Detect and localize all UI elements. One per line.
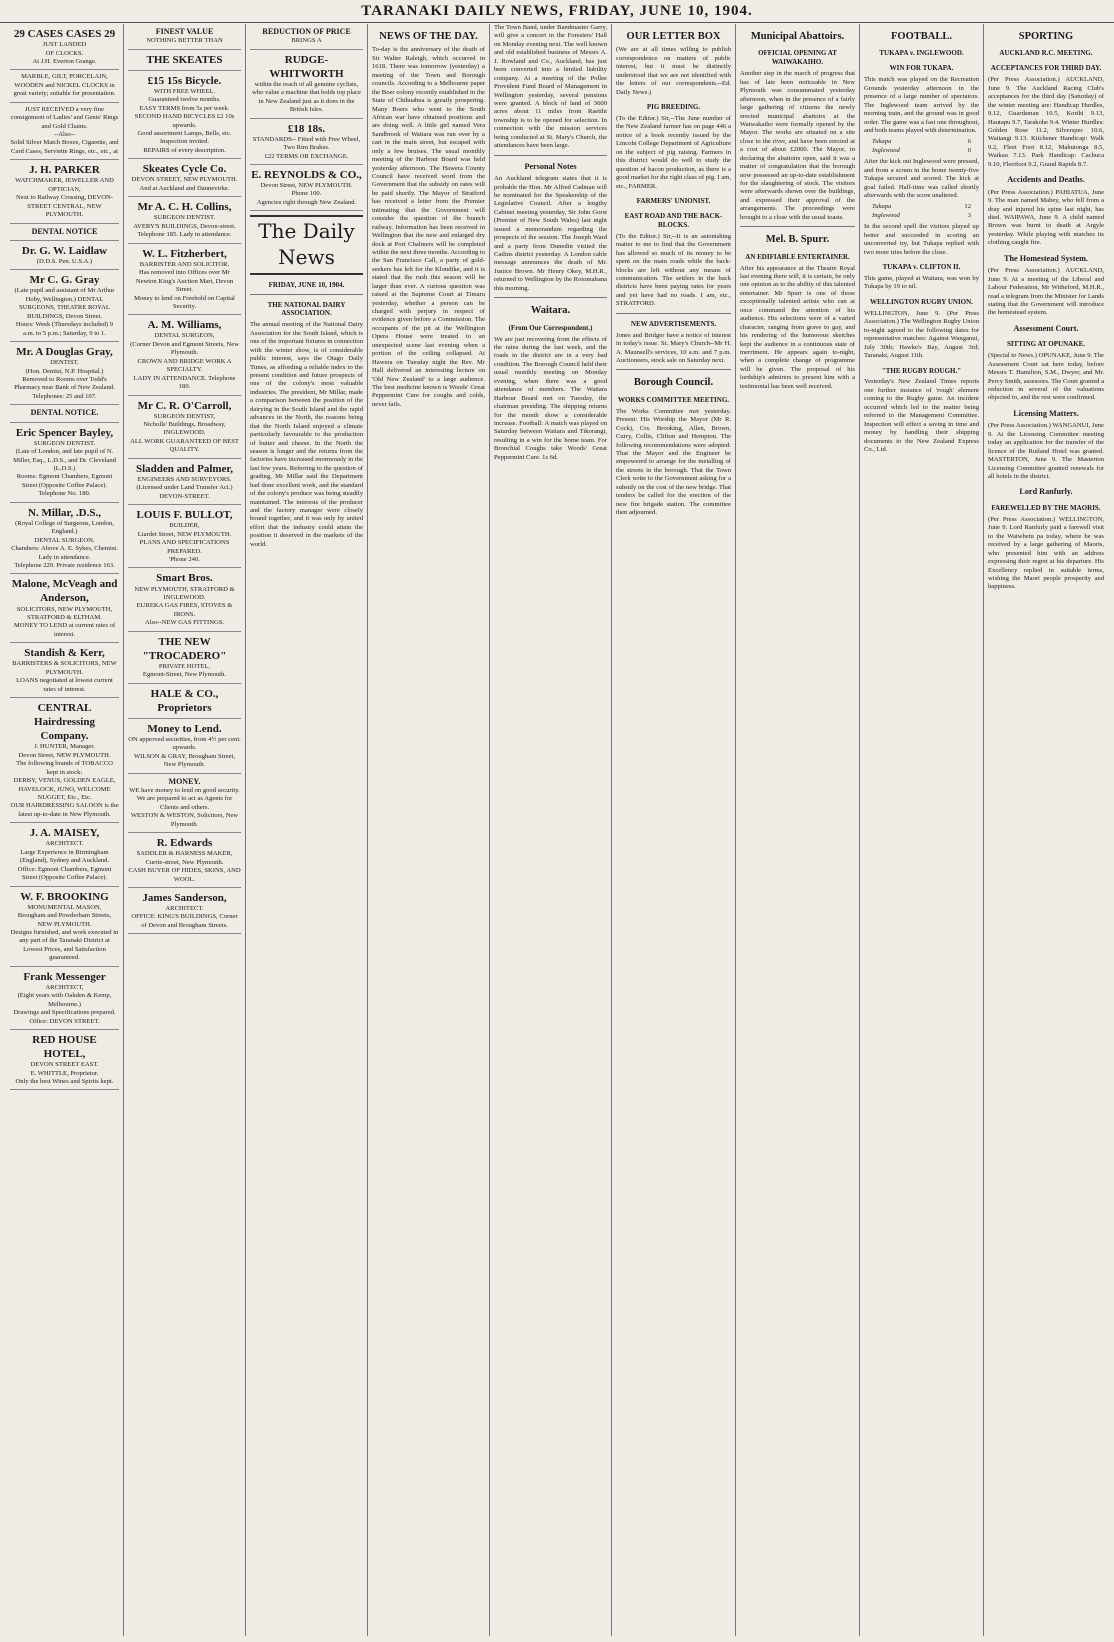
ad-line: EASY TERMS from 5s per week.	[139, 104, 230, 112]
ad-line: (Royal College of Surgeons, London, England.)	[15, 519, 114, 536]
ad-line: Office: Egmont Chambers, Egmont Street (Opposite Coffee Palace).	[17, 865, 112, 882]
advertisement	[128, 719, 241, 774]
ad-line: Phone 100.	[291, 190, 322, 198]
column-3	[246, 24, 368, 1636]
ad-line: At J.H. Everton Grange.	[32, 57, 97, 65]
homestead-heading: The Homestead System.	[1004, 253, 1088, 263]
ad-line: BRINGS A	[291, 37, 322, 45]
column-2-ads	[124, 24, 246, 1636]
ad-line: within the reach of all genuine cyclists, who value a machine that holds top place in New Zealand just as it does in the British Isles.	[252, 80, 361, 114]
ad-title: Money to Lend.	[147, 722, 222, 735]
ad-line: SECOND HAND BICYCLES £2 10s upwards.	[134, 113, 235, 129]
team-name: Inglewood	[872, 211, 900, 219]
ad-line: Only the best Wines and Spirits kept.	[15, 1078, 114, 1085]
ad-line: ENGINEERS AND SURVEYORS.	[137, 475, 232, 483]
spurr-subheading: AN EDIFIABLE ENTERTAINER.	[745, 252, 850, 261]
ad-line: ALL WORK GUARANTEED OF BEST QUALITY.	[130, 437, 239, 454]
letter2-body: (To the Editor.) Sir,--It is an astonishing matter to me to find that the Government has allowed so much of its money to be spent on the main roads while the back-blocks are left without any means of communication. The settlers in the back districts have been paying rates for years and yet have had no roads. I am, etc., STRATFORD.	[616, 232, 731, 308]
ad-title: £18 18s.	[287, 122, 326, 135]
ad-line: Telephone 185. Lady in attendance.	[137, 231, 232, 239]
advertisement	[128, 632, 241, 684]
score-table-1	[864, 138, 979, 155]
ad-line: Devon Street, NEW PLYMOUTH.	[18, 751, 111, 759]
football-subheading-2: WIN FOR TUKAPA.	[889, 64, 954, 73]
ad-line: MONUMENTAL MASON,	[27, 903, 102, 911]
assessment-body: (Special to News.) OPUNAKE, June 9. The Assessment Court sat here today, before Messrs T. Hamilton, S.M., Dwyer, and Mr. Percy Smith, assessors. The Court granted a reduction in several of the valuations objected to, and the rest were confirmed.	[988, 352, 1104, 402]
ad-title: THE SKEATES	[146, 53, 223, 66]
abattoirs-heading: Municipal Abattoirs.	[750, 31, 845, 42]
ad-line: NOTHING BETTER THAN	[146, 37, 223, 45]
ad-line: Telephones: 25 and 107.	[32, 392, 97, 400]
divider	[494, 155, 607, 156]
abattoirs-subheading: OFFICIAL OPENING AT WAIWAKAIHO.	[758, 49, 837, 67]
ad-line: Solid Silver Match Boxes, Cigarette, and Card Cases, Serviette Rings, etc., etc., at	[10, 139, 119, 155]
advertisement	[128, 684, 241, 719]
ad-line: DEVON-STREET.	[159, 492, 210, 500]
ad-heading: REDUCTION OF PRICE	[262, 27, 351, 36]
ad-line: OUR HAIRDRESSING SALOON is the latest up-to-date in New Plymouth.	[10, 802, 119, 818]
ad-title: Mr. A Douglas Gray,	[16, 346, 113, 359]
ad-title: Malone, McVeagh and Anderson,	[11, 578, 118, 605]
ad-line: And at Auckland and Dannevirke.	[139, 184, 230, 192]
ad-line: £22 TERMS OR EXCHANGE.	[264, 152, 349, 160]
ad-line: Removed to Rooms over Todd's Pharmacy near Bank of New Zealand.	[14, 376, 115, 392]
spurr-heading: Mel. B. Spurr.	[765, 234, 830, 246]
ad-title: Eric Spencer Bayley,	[15, 426, 114, 439]
advertisement	[10, 887, 119, 967]
ad-title: LOUIS F. BULLOT,	[136, 509, 233, 522]
ad-title: THE NEW "TROCADERO"	[142, 635, 227, 662]
ad-line: E. WHITTLE, Proprietor.	[30, 1069, 99, 1077]
score-row	[864, 147, 979, 155]
waitara-subheading: (From Our Correspondent.)	[508, 323, 593, 332]
ad-line: BARRISTER AND SOLICITOR.	[139, 260, 230, 268]
ad-title: J. H. PARKER	[29, 164, 100, 177]
ad-line: AVERY'S BUILDINGS, Devon-street.	[133, 222, 236, 230]
advertisement	[128, 197, 241, 243]
borough-council-subheading: WORKS COMMITTEE MEETING.	[617, 395, 730, 404]
ad-line: Telephone No. 180.	[38, 490, 91, 498]
column-6-letters	[612, 24, 736, 1636]
wellington-heading: WELLINGTON RUGBY UNION.	[870, 297, 973, 306]
ad-title: RUDGE-WHITWORTH	[269, 53, 344, 80]
divider	[250, 294, 363, 295]
ad-title: James Sanderson,	[142, 891, 227, 904]
ad-line: WESTON & WESTON, Solicitors, New Plymouth.	[130, 812, 239, 828]
ad-line: SOLICITORS, NEW PLYMOUTH, STRATFORD & ELTHAM.	[16, 605, 113, 621]
ad-title: Mr A. C. H. Collins,	[137, 201, 232, 214]
ad-line: (Corner Devon and Egmont Streets, New Plymouth.	[130, 340, 239, 357]
ad-line: EUREKA GAS FIRES, STOVES & IRONS.	[136, 602, 233, 618]
sporting-heading: SPORTING	[1018, 31, 1074, 42]
abattoirs-body: Another step in the march of progress that has of late been noticeable in New Plymouth was consummated yesterday afternoon, when in the presence of a fairly large gathering of citizens the newly erected municipal abattoirs at the Waiwakaiho were formally opened by the Mayor. The works are situated on a site close to the river, and have been erected at a cost of about £2000. The Mayor, in declaring the abattoirs open, said it was a matter of congratulation that the borough now possessed an up-to-date establishment for the slaughtering of stock. The visitors were afterwards shown over the buildings, and expressed their approval of the arrangements. The proceedings were brought to a close with the usual toasts.	[740, 70, 855, 221]
team-name: Tukapa	[872, 138, 892, 146]
paper-title: The Daily News	[250, 215, 363, 274]
ad-title: HALE & CO., Proprietors	[150, 687, 219, 714]
divider	[494, 297, 607, 298]
ad-line: J. HUNTER, Manager.	[34, 743, 95, 751]
ad-line: WATCHMAKER, JEWELLER AND OPTICIAN,	[15, 177, 114, 193]
ad-line: JUST RECEIVED a very fine consignment of Ladies' and Gents' Rings and Gold Chains.	[10, 105, 119, 130]
score-row	[864, 138, 979, 146]
borough-council-heading: Borough Council.	[633, 377, 714, 389]
ad-line: SADDLER & HARNESS MAKER, Currie-street, New Plymouth.	[136, 850, 233, 866]
ad-title: Skeates Cycle Co.	[142, 163, 227, 176]
advertisement	[10, 70, 119, 102]
football-body-2: After the kick out Inglewood were pressed, and from a scrum in the home twenty-five Tukapa secured and scored. The kick at goal failed. Half-time was called shortly afterwards with the score unaltered.	[864, 158, 979, 200]
ad-line: Rooms: Egmont Chambers, Egmont Street (Opposite Coffee Palace).	[16, 473, 113, 489]
wellington-body: WELLINGTON, June 9. (Per Press Association.) The Wellington Rugby Union to-night agreed to the following dates for representative matches: Against Wanganui, July 30th; Hawke's Bay, August 3rd; Taranaki, August 11th.	[864, 309, 979, 360]
advertisement	[128, 50, 241, 71]
ad-line: REPAIRS of every description.	[143, 146, 226, 154]
team-score: 6	[967, 138, 971, 146]
ad-title: W. L. Fitzherbert,	[142, 247, 227, 260]
ad-line: Agencies right through New Zealand.	[256, 198, 357, 206]
personal-notes-heading: Personal Notes	[524, 161, 577, 171]
column-1-ads	[6, 24, 124, 1636]
spurr-body: After his appearance at the Theatre Royal last evening there will, it is certain, be only one opinion as to the ability of this talented entertainer. Mr Spurr is one of those exceptionally talented artists who can at once command the attention of his audience. His selections were of a varied character, ranging from grave to gay, and his rendering of the humorous sketches kept the audience in a continuous state of merriment. He appears again to-night, when a complete change of programme will be given. The proposal of his lordship's admirers to present him with a testimonial has been well received.	[740, 264, 855, 390]
ad-line: ARCHITECT.	[45, 840, 84, 848]
column-8-football	[860, 24, 984, 1636]
ad-title: £15 15s Bicycle.	[147, 74, 222, 87]
ad-line: ON approved securities, from 4½ per cent. upwards.	[128, 735, 241, 752]
letter1-heading: PIG BREEDING.	[646, 103, 701, 112]
page-columns	[6, 24, 1108, 1636]
advertisement	[128, 71, 241, 160]
ad-line: (Hon. Dentist, N.P. Hospital.)	[25, 367, 104, 375]
team-score: 12	[964, 203, 971, 211]
news-of-the-day-body: To-day is the anniversary of the death of Sir Walter Raleigh, which occurred in 1618. There was tomorrow (yesterday) a meeting of the Town and Borough councils. According to a Melbourne paper the Boer colony recently established in the State of Chihuahua is greatly prospering. Many Boers who went to the South African war have obtained positions and are doing well. A little girl named Vera Sandbrook of Waitara was run over by a cart in the main street, but escaped with only a few bruises. The usual monthly meeting of the Harbour Board was held yesterday afternoon. The Hawera County Council have received word from the Government that the subsidy on rates will be paid shortly. The Mayor of Stratford has received a letter from the Premier intimating that the Government will consider the question of the branch railway. Information has been received in Wellington that the new and enlarged dry dock at Port Chalmers will be completed within the next three months. According to the San Francisco Call, a party of gold-seekers has left for the Klondike, and it is stated that the rush this season will be larger than ever. A curious question was raised at the Supreme Court at Timaru yesterday, whether a person can be charged with perjury in respect of evidence given before a Commission. The occupants of the pit at the Wellington Opera House were treated to an unexpected scene last evening when a portion of the ceiling collapsed. At Hawera on Tuesday night the Rev. Mr Hall delivered an interesting lecture on 'Old New Zealand' to a large audience. The best medicine known is Woods' Great Peppermint Cure for coughs and colds, never fails.	[372, 46, 485, 408]
football-heading: FOOTBALL.	[891, 31, 952, 42]
ad-line: STANDARDS-- Fitted with Free Wheel, Two Rim Brakes.	[252, 135, 361, 152]
ad-line: WITH FREE WHEEL.	[153, 87, 216, 95]
assessment-heading: Assessment Court.	[1013, 323, 1079, 333]
ad-line: PRIVATE HOTEL,	[158, 662, 211, 670]
result-heading: TUKAPA v. CLIFTON II.	[882, 263, 961, 272]
ad-title: N. Millar, .D.S.,	[28, 506, 101, 519]
divider	[740, 226, 855, 227]
ad-line: Devon Street, NEW PLYMOUTH.	[260, 182, 353, 190]
ad-line: Egmont-Street, New Plymouth.	[142, 671, 227, 679]
ad-line: CROWN AND BRIDGE WORK A SPECIALTY.	[137, 357, 232, 374]
homestead-body: (Per Press Association.) AUCKLAND, June 9. At a meeting of the Liberal and Labour Federation, Mr Witheford, M.H.R., read a telegram from the Minister for Lands stating that the Government will introduce the homestead system.	[988, 267, 1104, 317]
ad-line: MONEY TO LEND at current rates of interest.	[13, 622, 116, 638]
advertisement	[10, 503, 119, 575]
ad-title: 29 CASES CASES 29	[13, 28, 116, 40]
ad-line: SURGEON DENTIST,	[153, 412, 216, 420]
ad-title: CENTRAL Hairdressing Company.	[34, 702, 95, 743]
team-name: Tukapa	[872, 203, 892, 211]
sporting-body: (Per Press Association.) AUCKLAND, June 9. The Auckland Racing Club's acceptances for the third day (Saturday) of the winter meeting are: Handicap Hurdles, 9.12, Guardsman 10.5, Korihi 9.13, Hautapu 9.7, Tarakohe 9.4. Winter Hurdles: Golden Rose 11.2, Silverspec 10.6, Waitangi 9.13. Kitchener Handicap: Walk 9.2, Fleet Foot 8.12, Mahutonga 8.5, Waikau 7.13. Park Handicap: Cachuca 9.10, Fleetfoot 9.2, Grand Rapids 8.7.	[988, 76, 1104, 168]
advertisement	[10, 342, 119, 405]
ad-heading: FINEST VALUE	[155, 27, 214, 36]
advertisement	[10, 643, 119, 698]
ad-title: Sladden and Palmer,	[135, 462, 234, 475]
ad-line: Lady in attendance.	[38, 553, 91, 561]
ad-line: (Late of London, and late pupil of N. Miller, Esq., L.D.S., and Dr. Cleveland (L.D.S.)	[13, 448, 116, 472]
advertisement	[10, 103, 119, 161]
column-4-news	[368, 24, 490, 1636]
ad-title: A. M. Williams,	[147, 319, 222, 332]
sporting-subheading: AUCKLAND R.C. MEETING.	[999, 49, 1093, 58]
accidents-heading: Accidents and Deaths.	[1007, 175, 1085, 185]
waitara-body: We are just recovering from the effects of the rains during the last week, and the roads in the district are in a very bad condition. The Borough Council held their usual monthly meeting on Monday evening, when there was a good attendance of members. The Waitara Harbour Board met on Tuesday, the chairman presiding. The shipping returns for the month show a considerable increase. Football: A match was played on Saturday between Waitara and Tikorangi, resulting in a win for the home team. For Bronchial Coughs take Woods' Great Peppermint Cure. 1s 6d.	[494, 335, 607, 461]
ad-line: The following brands of TOBACCO kept in stock:	[16, 760, 113, 776]
ad-line: Next to Railway Crossing, DEVON-STREET CENTRAL, NEW PLYMOUTH.	[16, 194, 113, 219]
ad-line: Nicholls' Buildings, Broadway, INGLEWOOD.	[143, 421, 226, 437]
ad-line: LADY IN ATTENDANCE. Telephone 180.	[133, 374, 236, 391]
advertisement	[128, 244, 241, 316]
letter-box-note: (We are at all times willing to publish correspondence on matters of public interest, but it must be distinctly understood that we are not identified with the letters of our correspondents.--Ed. Daily News.)	[616, 46, 731, 96]
column-5-news	[490, 24, 612, 1636]
ad-line: Liardet Street, NEW PLYMOUTH.	[137, 530, 232, 538]
score-row	[864, 203, 979, 211]
ad-title: Mr C. G. Gray	[29, 274, 100, 287]
ad-title: Mr C. R. O'Carroll,	[137, 399, 232, 412]
ad-line: 'Phone 240.	[169, 556, 200, 563]
ad-line: Money to lend on Freehold on Capital Security.	[134, 294, 235, 310]
ad-title: RED HOUSE HOTEL,	[32, 1033, 97, 1061]
divider	[616, 369, 731, 370]
ad-title: E. REYNOLDS & CO.,	[251, 168, 362, 181]
letter2-heading: FARMERS' UNIONIST.	[636, 196, 711, 205]
ad-line: Hours: Week (Thursdays included) 9 a.m. to 5 p.m.; Saturday, 9 to 1.	[15, 321, 114, 337]
letter-box-heading: OUR LETTER BOX	[626, 31, 721, 42]
ad-title: J. A. MAISEY,	[29, 827, 100, 840]
rugby-rough-heading: "THE RUGBY ROUGH."	[881, 366, 962, 375]
ad-line: (Licensed under Land Transfer Act.)	[136, 484, 233, 492]
ad-title: R. Edwards	[156, 837, 213, 850]
ad-line: (D.D.S. Pen. U.S.A.)	[36, 257, 93, 265]
ad-title: Dr. G. W. Laidlaw	[21, 244, 108, 257]
ad-title: Frank Messenger	[23, 970, 106, 983]
ad-line: WILSON & GRAY, Brougham Street, New Plymouth.	[133, 752, 236, 769]
ad-line: Drawings and Specifications prepared.	[13, 1009, 116, 1017]
football-subheading: TUKAPA v. INGLEWOOD.	[879, 49, 964, 58]
ad-line: OFFICE: KING'S BUILDINGS, Corner of Devon and Brougham Streets.	[131, 913, 238, 929]
advertisement	[10, 1030, 119, 1090]
ad-line: Brougham and Powderham Streets, NEW PLYMOUTH.	[17, 912, 112, 928]
advertisement	[128, 459, 241, 505]
ad-line: --Also--	[53, 131, 76, 139]
advertisement	[250, 24, 363, 50]
score-table-2	[864, 203, 979, 220]
advertisement	[128, 568, 241, 631]
advertisement	[128, 159, 241, 197]
ad-line: MARBLE, GILT, PORCELAIN, WOODEN and NICKEL CLOCKS in great variety; suitable for presentation.	[13, 73, 116, 98]
column-3-ads	[250, 24, 363, 211]
ad-line: (Late pupil and assistant of Mr Arthur Hoby, Wellington.) DENTAL SURGEONS, THEATRE ROYAL BUILDINGS, Devon Street.	[14, 287, 115, 320]
ad-line: BUILDER,	[169, 522, 200, 530]
newspaper-masthead: TARANAKI DAILY NEWS, FRIDAY, JUNE 10, 1904.	[0, 0, 1114, 23]
ad-line: Chambers: Above A. E. Sykes, Chemist.	[11, 545, 118, 553]
ad-line: Inspection invited.	[159, 138, 210, 146]
ad-line: SURGEON DENTIST.	[153, 214, 216, 222]
ad-line: LOANS negotiated at lowest current rates of interest.	[16, 677, 113, 693]
news-of-the-day-heading: NEWS OF THE DAY.	[379, 31, 478, 42]
licensing-body: (Per Press Association.) WANGANUI, June 9. At the Licensing Committee meeting today an application for the transfer of the licence of the Rutland Hotel was granted. MASTERTON, June 9. The Masterton Licensing Committee granted renewals for all hotels in the district.	[988, 422, 1104, 481]
advertisement	[128, 505, 241, 568]
borough-council-body: The Works Committee met yesterday. Present: His Worship the Mayor (Mr R. Cock), Crs. Brooking, Allen, Brown, Curry, Collis, Clifton and Hempton. The following recommendations were adopted: That the Mayor and the Engineer be empowered to arrange for the metalling of the streets in the borough. That the Town Clerk write to the Government asking for a subsidy on the cost of the new bridge. That tenders be called for the erection of the new fire brigade station. The committee then adjourned.	[616, 407, 731, 517]
ad-line: (Eight years with Oakden & Kemp, Melbourne.)	[17, 992, 112, 1008]
advertisement	[10, 423, 119, 503]
team-score: 0	[967, 146, 971, 154]
team-name: Inglewood	[872, 146, 900, 154]
ad-line: Good assortment Lamps, Bells, etc.	[137, 130, 232, 138]
ad-heading: DENTAL NOTICE	[31, 226, 98, 236]
ad-line: Guaranteed twelve months.	[148, 96, 221, 104]
sporting-subheading-2: ACCEPTANCES FOR THIRD DAY.	[990, 64, 1102, 73]
advertisement	[10, 967, 119, 1030]
football-body-3: In the second spell the visitors played up better and succeeded in scoring an unconverted try, but Tukapa replied with two more tries before the close.	[864, 223, 979, 256]
personal-notes-body: An Auckland telegram states that it is probable the Hon. Mr Alfred Cadman will be nominated for the Speakership of the Legislative Council. After a lengthy Cabinet meeting yesterday, Sir John Gorst (Premier of New South Wales) last night issued a memorandum regarding the prospects of the session. The Joseph Ward and a party from Dunedin visited the Catlins district yesterday. A London cable message announces the death of Mr. Justice Brown. Mr Henry Okey, M.H.R., returned to Wellington by the Rotomahana this morning.	[494, 175, 607, 292]
ad-line: WE have money to lend on good security. We are prepared to act as Agents for Clients and others.	[129, 786, 240, 811]
new-ads-body: Jones and Bridger have a notice of interest in today's issue. St. Mary's Church--Mr H. A. Maunsell's services, 10 a.m. and 7 p.m. Auctioneers, stock sale on Saturday next.	[616, 331, 731, 365]
ad-line: Office: DEVON STREET.	[29, 1017, 100, 1025]
ad-line: DEVON STREET, NEW PLYMOUTH.	[131, 176, 238, 184]
ad-line: NEW PLYMOUTH, STRATFORD & INGLEWOOD.	[134, 585, 235, 601]
ranfurly-heading: Lord Ranfurly.	[1019, 487, 1073, 497]
ad-line: Also--NEW GAS FITTINGS.	[144, 619, 225, 627]
licensing-heading: Licensing Matters.	[1013, 408, 1079, 418]
ad-line: Has removed into Offices over Mr Newton King's Auction Mart, Devon Street.	[135, 269, 234, 294]
dateline: FRIDAY, JUNE 10, 1904.	[268, 280, 345, 289]
news-items-body: The Town Band, under Bandmaster Garry, will give a concert in the Foresters' Hall on Monday evening next. The well known and old established business of Messrs A. J. Rowland and Co., Auckland, has just been converted into a limited liability company. At a meeting of the Pollee Provident Fund Board of Management in Wellington yesterday, several pensions were granted. A block of land of 3600 acres about 11 miles from Raetihi township is to be opened for selection. In connection with the mission services being conducted at St. Mary's Church, the attendances have been large.	[494, 24, 607, 150]
leader-body: The annual meeting of the National Dairy Association for the South Island, which is one of the important fixtures in connection with the winter show, is of considerable public interest, says the Otago Daily Times, as affording a reliable index to the present condition and future prospects of one of the colony's most valuable industries. The president, Mr Millar, made a comparison between the position of the dairying in the South Island and the rapid advances in the North, the reasons being that the North Island enjoyed a climate particularly favourable to the production of butter and cheese. In the North the season is longer and the returns from the factories have increased enormously in the last few years. Referring to the question of grading, Mr Millar said the Department had done excellent work, and the standard of the colony's produce was being steadily maintained. The interests of the producer and the factory manager were closely bound together, and it was only by united effort that the industry could attain the position it deserved in the markets of the world.	[250, 321, 363, 548]
ad-line: ARCHITECT,	[45, 983, 84, 991]
advertisement	[250, 119, 363, 165]
ad-line: CASH BUYER OF HIDES, SKINS, AND WOOL.	[128, 867, 241, 883]
ad-line: OF CLOCKS.	[45, 49, 84, 57]
ad-line: Large Experience in Birmingham (England), Sydney and Auckland.	[19, 848, 110, 865]
ad-line: BARRISTERS & SOLICITORS, NEW PLYMOUTH.	[12, 660, 117, 676]
ad-line: SURGEON DENTIST.	[33, 439, 96, 447]
advertisement	[128, 833, 241, 888]
ad-title: Smart Bros.	[156, 572, 213, 585]
letter2-subheading: EAST ROAD AND THE BACK-BLOCKS.	[624, 211, 723, 229]
ad-line: ARCHITECT.	[165, 905, 204, 913]
ranfurly-subheading: FAREWELLED BY THE MAORIS.	[991, 503, 1101, 512]
ad-line: DENTAL SURGEON.	[34, 536, 95, 544]
advertisement	[10, 270, 119, 342]
ad-line: DENTAL SURGEON,	[154, 332, 215, 340]
advertisement	[128, 774, 241, 833]
advertisement	[10, 224, 119, 241]
team-score: 3	[967, 211, 971, 219]
score-row	[864, 212, 979, 220]
advertisement	[10, 405, 119, 422]
advertisement	[128, 315, 241, 395]
waitara-heading: Waitara.	[530, 305, 571, 317]
advertisement	[250, 165, 363, 211]
result-body: This game, played at Waitara, was won by Tukapa by 19 to nil.	[864, 275, 979, 291]
letter1-body: (To the Editor.) Sir,--The June number of the New Zealand farmer has on page 446 a notice of a book recently issued by the Lincoln College Department of Agriculture on the subject of pig raising. Farmers in this district would do well to study the question of bacon production, as there is a good market for the right class of pig. I am, etc., FARMER.	[616, 115, 731, 190]
advertisement	[128, 888, 241, 934]
ad-title: W. F. BROOKING	[20, 890, 109, 903]
column-9-sporting	[984, 24, 1108, 1636]
column-7	[736, 24, 860, 1636]
advertisement	[10, 574, 119, 643]
advertisement	[128, 24, 241, 50]
ad-title: Standish & Kerr,	[24, 647, 105, 660]
ranfurly-body: (Per Press Association.) WELLINGTON, June 9. Lord Ranfurly paid a farewell visit to the Waiwhetu pa today, where he was received by a large gathering of Maoris, who presented him with an address expressing their regret at his departure. His Excellency replied in suitable terms, wishing the Maori people prosperity and happiness.	[988, 515, 1104, 591]
advertisement	[128, 396, 241, 459]
advertisement	[250, 50, 363, 119]
leader-heading: THE NATIONAL DAIRY ASSOCIATION.	[267, 300, 346, 318]
divider	[616, 313, 731, 314]
ad-line: DEVON STREET EAST.	[30, 1061, 99, 1069]
ad-line: PLANS AND SPECIFICATIONS PREPARED.	[139, 539, 230, 555]
ad-line: JUST LANDED	[42, 41, 87, 49]
advertisement	[10, 24, 119, 70]
advertisement	[10, 241, 119, 271]
assessment-subheading: SITTING AT OPUNAKE.	[1006, 340, 1086, 349]
ad-heading: DENTAL NOTICE.	[30, 408, 99, 418]
ad-line: Designs furnished, and work executed in any part of the Taranaki District at Lowest Prices, and Satisfaction guaranteed.	[10, 928, 119, 962]
ad-heading: MONEY.	[168, 776, 201, 786]
new-ads-heading: NEW ADVERTISEMENTS.	[630, 319, 717, 328]
rugby-rough-body: Yesterday's New Zealand Times reports one further instance of 'rough' element coming to the Rugby game. An incident occurred which led to the matter being referred to the Management Committee. Inspection will effect a saving in time and money by handling their shipping documents to the New Zealand Express Co., Ltd.	[864, 378, 979, 453]
advertisement	[10, 823, 119, 886]
ad-line: DERBY, VENUS, GOLDEN EAGLE, HAVELOCK, JUNO, WELCOME NUGGET, Etc., Etc.	[13, 777, 116, 801]
accidents-body: (Per Press Association.) PAHIATUA, June 9. The man named Mabey, who fell from a dray and injured his spine last night, has died. WAIPAWA, June 9. A child named Brown was burnt to death at Argyle yesterday. While playing with matches its clothing caught fire.	[988, 188, 1104, 247]
ad-line: Telephone 229. Private residence 163.	[14, 561, 115, 569]
advertisement	[10, 698, 119, 823]
football-body-1: This match was played on the Recreation Grounds yesterday afternoon in the presence of a large number of spectators. The Inglewood team arrived by the morning train, and the ground was in good order. The game was a fast one throughout, and both teams played with determination.	[864, 76, 979, 134]
advertisement	[10, 160, 119, 223]
ad-line: DENTIST.	[50, 359, 79, 367]
